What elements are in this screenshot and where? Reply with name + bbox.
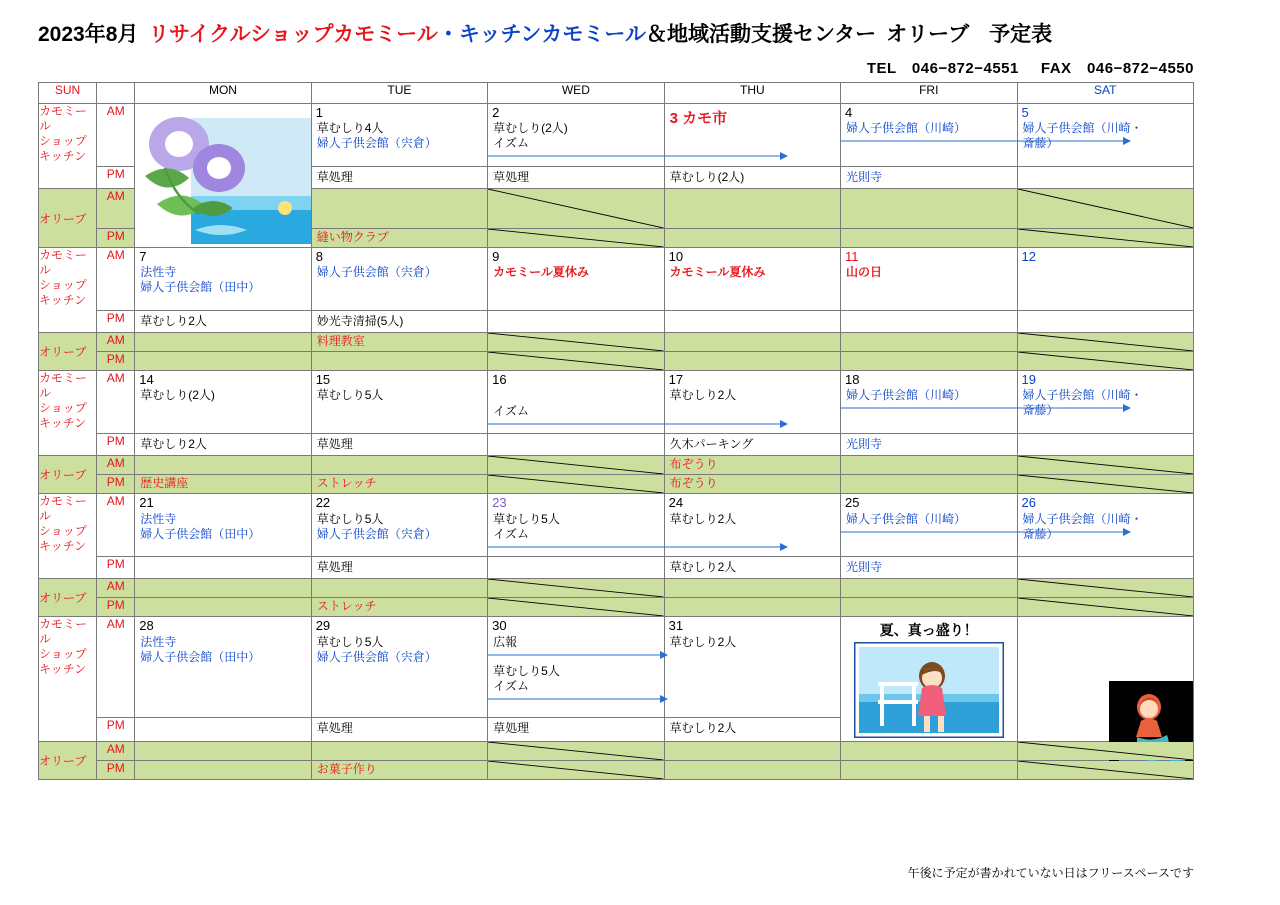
event-text: 婦人子供会館（宍倉） bbox=[316, 649, 437, 664]
row-label-pm: PM bbox=[97, 434, 135, 456]
day-cell-9-am[interactable] bbox=[488, 248, 664, 311]
event-text: 婦人子供会館（田中） bbox=[140, 649, 261, 664]
olive-event: 布ぞうり bbox=[669, 476, 718, 491]
row-label-olive-pm: PM bbox=[97, 598, 135, 617]
continuation-arrow bbox=[488, 419, 663, 433]
day-number: 29 bbox=[315, 618, 331, 634]
title-center: ＆地域活動支援センター bbox=[646, 23, 877, 46]
telephone-number: TEL 046−872−4551 bbox=[866, 60, 1019, 77]
event-text: 草むしり2人 bbox=[140, 314, 207, 328]
row-label-kamomile: カモミール ショップ キッチン bbox=[39, 104, 97, 189]
row-label-olive: オリーブ bbox=[39, 333, 97, 371]
day-cell-23-pm[interactable] bbox=[488, 557, 664, 579]
event-text: 草むしり5人 bbox=[316, 511, 384, 526]
event-text: 草むしり5人 bbox=[316, 634, 384, 649]
day-cell-5-am[interactable] bbox=[1017, 104, 1194, 167]
olive-pm-row bbox=[39, 598, 1194, 617]
day-cell-7-pm[interactable] bbox=[135, 311, 311, 333]
summer-image-cell bbox=[841, 617, 1017, 742]
row-label-olive: オリーブ bbox=[39, 742, 97, 780]
day-number: 18 bbox=[845, 372, 860, 387]
day-cell-5-pm[interactable] bbox=[1017, 167, 1194, 189]
olive-am-cell[interactable] bbox=[664, 333, 840, 352]
olive-am-cell[interactable] bbox=[664, 456, 840, 475]
day-number: 31 bbox=[668, 618, 684, 634]
col-header-spacer bbox=[97, 83, 135, 104]
continuation-arrow bbox=[841, 527, 1016, 541]
day-cell-26-am[interactable] bbox=[1017, 494, 1194, 557]
olive-pm-row bbox=[39, 352, 1194, 371]
col-header-sun: SUN bbox=[39, 83, 97, 104]
fax-number: FAX 046−872−4550 bbox=[1040, 60, 1194, 77]
event-text: 草むしり4人 bbox=[316, 121, 384, 136]
day-cell-23-am[interactable] bbox=[488, 494, 664, 557]
event-text: 久木パーキング bbox=[669, 437, 754, 452]
olive-am-cell[interactable] bbox=[135, 333, 311, 352]
day-cell-18-pm[interactable] bbox=[841, 434, 1017, 456]
olive-pm-cell[interactable] bbox=[664, 761, 840, 780]
summer-note: 夏、真っ盛り！ bbox=[879, 622, 978, 639]
day-number: 26 bbox=[1021, 495, 1036, 511]
event-text: 草むしり(2人) bbox=[140, 388, 215, 403]
row-label-am: AM bbox=[97, 494, 135, 557]
event-text: 婦人子供会館（川崎・ bbox=[1022, 388, 1143, 403]
day-cell-4-am[interactable] bbox=[841, 104, 1017, 167]
event-text: 光則寺 bbox=[846, 170, 883, 184]
olive-pm-cell[interactable] bbox=[488, 475, 664, 494]
footnote: 午後に予定が書かれていない日はフリースペースです bbox=[907, 866, 1194, 880]
olive-am-cell[interactable] bbox=[488, 579, 664, 598]
day-cell-12-am[interactable] bbox=[1017, 248, 1194, 311]
day-number: 28 bbox=[139, 618, 154, 634]
row-label-pm: PM bbox=[97, 718, 135, 742]
col-header-tue: TUE bbox=[311, 83, 487, 104]
week-am-row bbox=[39, 617, 1194, 718]
olive-am-cell[interactable] bbox=[488, 456, 664, 475]
event-text: 草むしり2人 bbox=[669, 388, 737, 403]
olive-am-row bbox=[39, 456, 1194, 475]
day-cell-29-pm[interactable] bbox=[311, 718, 487, 742]
olive-pm-cell[interactable] bbox=[841, 475, 1017, 494]
row-label-olive-pm: PM bbox=[97, 475, 135, 494]
olive-pm-cell[interactable] bbox=[135, 475, 311, 494]
olive-am-cell[interactable] bbox=[1017, 456, 1194, 475]
day-cell-16-pm[interactable] bbox=[488, 434, 664, 456]
day-number: 17 bbox=[668, 372, 684, 387]
row-label-olive: オリーブ bbox=[39, 189, 97, 248]
olive-am-cell[interactable] bbox=[1017, 742, 1194, 761]
day-cell-29-am[interactable] bbox=[311, 617, 487, 718]
event-text: 光則寺 bbox=[846, 560, 883, 575]
row-label-olive-am: AM bbox=[97, 579, 135, 598]
col-header-mon: MON bbox=[135, 83, 311, 104]
olive-pm-cell[interactable] bbox=[841, 761, 1017, 780]
olive-am-cell[interactable] bbox=[1017, 333, 1194, 352]
day-cell-2-pm[interactable] bbox=[488, 167, 664, 189]
day-number: 16 bbox=[492, 372, 507, 387]
day-cell-10-pm[interactable] bbox=[664, 311, 840, 333]
day-cell-11-am[interactable] bbox=[841, 248, 1017, 311]
week-am-row bbox=[39, 371, 1194, 434]
event-text: 草むしり2人 bbox=[669, 560, 737, 575]
event-text: 草むしり2人 bbox=[669, 634, 737, 649]
col-header-thu: THU bbox=[664, 83, 840, 104]
row-label-olive: オリーブ bbox=[39, 456, 97, 494]
day-number: 8 bbox=[315, 249, 323, 264]
olive-pm-cell[interactable] bbox=[311, 598, 487, 617]
event-text: 光則寺 bbox=[846, 437, 883, 452]
event-text: 法性寺 bbox=[140, 265, 177, 280]
day-cell-19-pm[interactable] bbox=[1017, 434, 1194, 456]
week-pm-row bbox=[39, 434, 1194, 456]
event-text: 草むしり2人 bbox=[140, 437, 207, 452]
event-text: 草処理 bbox=[316, 721, 353, 736]
page-title bbox=[38, 18, 1052, 48]
event-text: イズム bbox=[493, 404, 530, 419]
event-text: 婦人子供会館（田中） bbox=[140, 526, 261, 541]
row-label-olive-am: AM bbox=[97, 189, 135, 229]
day-cell-24-pm[interactable] bbox=[664, 557, 840, 579]
olive-pm-cell[interactable] bbox=[1017, 352, 1194, 371]
olive-pm-cell[interactable] bbox=[488, 229, 664, 248]
event-text: 婦人子供会館（宍倉） bbox=[316, 136, 437, 151]
olive-am-cell[interactable] bbox=[841, 579, 1017, 598]
col-header-wed: WED bbox=[488, 83, 664, 104]
day-cell-25-pm[interactable] bbox=[841, 557, 1017, 579]
olive-pm-cell[interactable] bbox=[311, 475, 487, 494]
day-cell-26-pm[interactable] bbox=[1017, 557, 1194, 579]
day-cell-1-pm[interactable] bbox=[311, 167, 487, 189]
row-label-am: AM bbox=[97, 104, 135, 167]
olive-pm-cell[interactable] bbox=[488, 598, 664, 617]
olive-pm-cell[interactable] bbox=[311, 229, 487, 248]
event-text: イズム bbox=[493, 526, 530, 541]
day-cell-11-pm[interactable] bbox=[841, 311, 1017, 333]
day-cell-30-am[interactable] bbox=[488, 617, 664, 718]
olive-pm-cell[interactable] bbox=[664, 475, 840, 494]
col-header-fri: FRI bbox=[841, 83, 1017, 104]
day-cell-8-am[interactable] bbox=[311, 248, 487, 311]
day-cell-12-pm[interactable] bbox=[1017, 311, 1194, 333]
event-text: カモミール夏休み bbox=[493, 265, 589, 280]
event-text: 草処理 bbox=[316, 170, 353, 184]
day-cell-17-pm[interactable] bbox=[664, 434, 840, 456]
day-number: 22 bbox=[315, 495, 331, 511]
olive-am-cell[interactable] bbox=[488, 189, 664, 229]
event-text: 草処理 bbox=[316, 437, 353, 452]
day-cell-31-pm[interactable] bbox=[664, 718, 840, 742]
event-text: 草処理 bbox=[493, 721, 530, 736]
day-cell-19-am[interactable] bbox=[1017, 371, 1194, 434]
title-schedule: 予定表 bbox=[989, 23, 1053, 46]
day-cell-14-pm[interactable] bbox=[135, 434, 311, 456]
olive-am-cell[interactable] bbox=[841, 456, 1017, 475]
day-cell-4-pm[interactable] bbox=[841, 167, 1017, 189]
week-pm-row bbox=[39, 557, 1194, 579]
title-dot: ・ bbox=[437, 23, 459, 46]
olive-pm-cell[interactable] bbox=[135, 352, 311, 371]
olive-pm-cell[interactable] bbox=[1017, 598, 1194, 617]
row-label-olive-am: AM bbox=[97, 456, 135, 475]
olive-pm-cell[interactable] bbox=[311, 761, 487, 780]
day-cell-15-pm[interactable] bbox=[311, 434, 487, 456]
event-text: 斎藤） bbox=[1022, 136, 1059, 151]
week-pm-row bbox=[39, 311, 1194, 333]
olive-am-cell[interactable] bbox=[135, 742, 311, 761]
olive-am-cell[interactable] bbox=[311, 189, 487, 229]
olive-am-cell[interactable] bbox=[135, 456, 311, 475]
olive-am-cell[interactable] bbox=[664, 189, 840, 229]
row-label-am: AM bbox=[97, 248, 135, 311]
day-number: 24 bbox=[668, 495, 684, 511]
row-label-pm: PM bbox=[97, 557, 135, 579]
event-text: 広報 bbox=[493, 634, 518, 649]
day-number: 1 bbox=[315, 105, 323, 120]
title-olive: オリーブ bbox=[886, 23, 970, 46]
event-text: 山の日 bbox=[846, 265, 883, 280]
olive-pm-cell[interactable] bbox=[1017, 475, 1194, 494]
olive-pm-cell[interactable] bbox=[488, 352, 664, 371]
olive-event: 縫い物クラブ bbox=[316, 230, 389, 244]
olive-pm-cell[interactable] bbox=[841, 229, 1017, 248]
olive-am-cell[interactable] bbox=[1017, 579, 1194, 598]
olive-event: 料理教室 bbox=[316, 334, 365, 348]
event-text: 婦人子供会館（田中） bbox=[140, 280, 261, 295]
calendar-header-row bbox=[39, 83, 1194, 104]
olive-event: お菓子作り bbox=[316, 762, 377, 777]
girl-pool-illustration bbox=[841, 640, 1016, 741]
olive-pm-cell[interactable] bbox=[488, 761, 664, 780]
event-text: 草むしり2人 bbox=[669, 511, 737, 526]
olive-event: ストレッチ bbox=[316, 599, 377, 614]
olive-am-cell[interactable] bbox=[135, 579, 311, 598]
day-number: 11 bbox=[845, 249, 859, 264]
day-cell-31-am[interactable] bbox=[664, 617, 840, 718]
day-cell-2-am[interactable] bbox=[488, 104, 664, 167]
calendar-table bbox=[38, 82, 1194, 780]
olive-event: ストレッチ bbox=[316, 476, 377, 491]
continuation-arrow bbox=[488, 650, 663, 664]
event-text: 妙光寺清掃(5人) bbox=[316, 314, 404, 328]
olive-am-cell[interactable] bbox=[841, 189, 1017, 229]
contact-info bbox=[867, 57, 1194, 78]
olive-am-cell[interactable] bbox=[664, 579, 840, 598]
olive-am-cell[interactable] bbox=[1017, 189, 1194, 229]
day-cell-21-pm[interactable] bbox=[135, 557, 311, 579]
continuation-arrow bbox=[841, 136, 1016, 150]
day-cell-10-am[interactable] bbox=[664, 248, 840, 311]
day-cell-7-am[interactable] bbox=[135, 248, 311, 311]
day-number: 23 bbox=[492, 495, 507, 511]
day-number: 3 カモ市 bbox=[669, 110, 728, 127]
olive-am-cell[interactable] bbox=[664, 742, 840, 761]
continuation-arrow bbox=[488, 542, 663, 556]
olive-am-cell[interactable] bbox=[311, 333, 487, 352]
event-text: 斎藤） bbox=[1022, 526, 1059, 541]
event-text: イズム bbox=[493, 678, 530, 693]
row-label-olive-pm: PM bbox=[97, 352, 135, 371]
row-label-kamomile: カモミール ショップ キッチン bbox=[39, 248, 97, 333]
week-am-row bbox=[39, 494, 1194, 557]
event-text: カモミール夏休み bbox=[669, 265, 766, 280]
mermaid-image-cell bbox=[1017, 617, 1194, 742]
olive-event: 布ぞうり bbox=[669, 457, 718, 472]
day-number: 14 bbox=[139, 372, 154, 387]
olive-event: 歴史講座 bbox=[140, 476, 189, 491]
event-text: 婦人子供会館（川崎） bbox=[846, 121, 967, 136]
event-text: 婦人子供会館（川崎・ bbox=[1022, 121, 1143, 136]
olive-am-row bbox=[39, 333, 1194, 352]
day-number: 19 bbox=[1021, 372, 1036, 387]
day-cell-30-pm[interactable] bbox=[488, 718, 664, 742]
day-number: 2 bbox=[492, 105, 500, 120]
olive-am-row bbox=[39, 742, 1194, 761]
row-label-pm: PM bbox=[97, 167, 135, 189]
day-number: 15 bbox=[315, 372, 331, 387]
olive-am-cell[interactable] bbox=[488, 333, 664, 352]
day-cell-9-pm[interactable] bbox=[488, 311, 664, 333]
event-text: 草むしり5人 bbox=[493, 511, 560, 526]
day-number: 12 bbox=[1021, 249, 1036, 264]
event-text: 法性寺 bbox=[140, 634, 177, 649]
day-cell-25-am[interactable] bbox=[841, 494, 1017, 557]
olive-pm-cell[interactable] bbox=[135, 761, 311, 780]
row-label-olive-pm: PM bbox=[97, 761, 135, 780]
day-number: 4 bbox=[845, 105, 853, 120]
event-text: 草むしり(2人) bbox=[493, 121, 568, 136]
olive-pm-cell[interactable] bbox=[841, 352, 1017, 371]
day-cell-28-pm[interactable] bbox=[135, 718, 311, 742]
continuation-arrow bbox=[488, 694, 663, 708]
day-cell-16-am[interactable] bbox=[488, 371, 664, 434]
row-label-olive-am: AM bbox=[97, 333, 135, 352]
row-label-olive: オリーブ bbox=[39, 579, 97, 617]
event-text: 草むしり2人 bbox=[669, 721, 737, 736]
olive-am-cell[interactable] bbox=[311, 742, 487, 761]
continuation-arrow bbox=[488, 151, 663, 165]
asagao-illustration bbox=[135, 104, 310, 247]
olive-am-cell[interactable] bbox=[841, 333, 1017, 352]
row-label-kamomile: カモミール ショップ キッチン bbox=[39, 617, 97, 742]
event-text: 婦人子供会館（宍倉） bbox=[316, 265, 437, 280]
olive-pm-row bbox=[39, 761, 1194, 780]
row-label-am: AM bbox=[97, 617, 135, 718]
olive-am-cell[interactable] bbox=[311, 456, 487, 475]
row-label-kamomile: カモミール ショップ キッチン bbox=[39, 371, 97, 456]
week-am-row bbox=[39, 248, 1194, 311]
olive-pm-cell[interactable] bbox=[135, 598, 311, 617]
row-label-olive-am: AM bbox=[97, 742, 135, 761]
title-month: 2023年8月 bbox=[38, 23, 139, 46]
day-cell-22-am[interactable] bbox=[311, 494, 487, 557]
olive-pm-cell[interactable] bbox=[841, 598, 1017, 617]
title-shop2: キッチンカモミール bbox=[458, 23, 646, 46]
row-label-olive-pm: PM bbox=[97, 229, 135, 248]
olive-pm-cell[interactable] bbox=[1017, 761, 1194, 780]
event-text: 法性寺 bbox=[140, 511, 177, 526]
day-number: 10 bbox=[668, 249, 684, 264]
olive-pm-cell[interactable] bbox=[1017, 229, 1194, 248]
event-text: 婦人子供会館（川崎） bbox=[846, 388, 967, 403]
day-number: 21 bbox=[139, 495, 154, 511]
day-number: 30 bbox=[492, 618, 507, 634]
olive-pm-cell[interactable] bbox=[311, 352, 487, 371]
olive-am-row bbox=[39, 579, 1194, 598]
day-cell-14-am[interactable] bbox=[135, 371, 311, 434]
continuation-arrow bbox=[841, 403, 1016, 417]
title-shop1: リサイクルショップカモミール bbox=[148, 23, 438, 46]
day-number: 5 bbox=[1021, 105, 1029, 120]
row-label-am: AM bbox=[97, 371, 135, 434]
event-text: 婦人子供会館（川崎） bbox=[846, 511, 967, 526]
olive-pm-cell[interactable] bbox=[664, 598, 840, 617]
day-cell-1-am[interactable] bbox=[311, 104, 487, 167]
event-text: 婦人子供会館（宍倉） bbox=[316, 526, 437, 541]
row-label-kamomile: カモミール ショップ キッチン bbox=[39, 494, 97, 579]
olive-am-cell[interactable] bbox=[311, 579, 487, 598]
event-text: 草処理 bbox=[316, 560, 353, 575]
day-number: 7 bbox=[139, 249, 147, 264]
event-text: 草処理 bbox=[493, 170, 530, 184]
event-text: 草むしり5人 bbox=[493, 663, 560, 678]
day-number: 9 bbox=[492, 249, 500, 264]
olive-am-cell[interactable] bbox=[841, 742, 1017, 761]
olive-pm-row bbox=[39, 475, 1194, 494]
olive-pm-cell[interactable] bbox=[664, 229, 840, 248]
day-cell-18-am[interactable] bbox=[841, 371, 1017, 434]
event-text: 斎藤） bbox=[1022, 403, 1059, 418]
row-label-pm: PM bbox=[97, 311, 135, 333]
event-text: 草むしり(2人) bbox=[669, 170, 745, 184]
day-cell-15-am[interactable] bbox=[311, 371, 487, 434]
asagao-image-cell bbox=[135, 104, 311, 248]
olive-am-cell[interactable] bbox=[488, 742, 664, 761]
day-cell-3-pm[interactable] bbox=[664, 167, 840, 189]
event-text: 婦人子供会館（川崎・ bbox=[1022, 511, 1143, 526]
event-text: イズム bbox=[493, 136, 530, 151]
olive-pm-cell[interactable] bbox=[664, 352, 840, 371]
day-cell-8-pm[interactable] bbox=[311, 311, 487, 333]
col-header-sat: SAT bbox=[1017, 83, 1194, 104]
event-text: 草むしり5人 bbox=[316, 388, 384, 403]
week-am-row bbox=[39, 104, 1194, 167]
day-number: 25 bbox=[845, 495, 860, 511]
day-cell-21-am[interactable] bbox=[135, 494, 311, 557]
day-cell-22-pm[interactable] bbox=[311, 557, 487, 579]
day-cell-28-am[interactable] bbox=[135, 617, 311, 718]
